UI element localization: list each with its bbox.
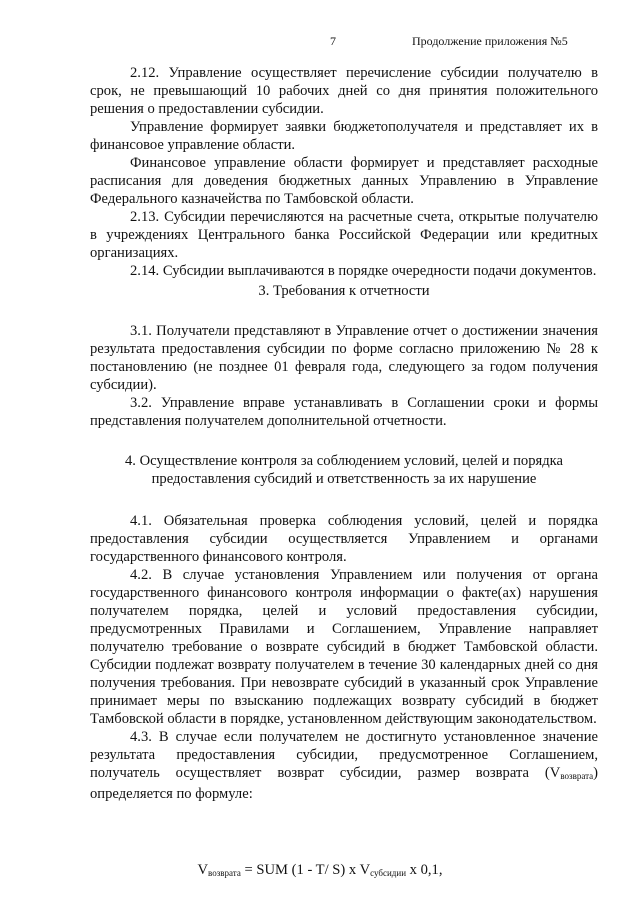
formula-middle: = SUM (1 - T/ S) x V <box>240 862 371 878</box>
paragraph-4-3-text: 4.3. В случае если получателем не достигнуто установленное значение результата предоставления субсидии, предусмотренное Соглашением, получатель осуществляет возврат субсидии, размер возврата (V <box>90 729 598 781</box>
v-return-subscript: возврата <box>560 771 594 781</box>
section-3-heading: 3. Требования к отчетности <box>258 283 430 299</box>
paragraph-3-1: 3.1. Получатели представляют в Управление отчет о достижении значения результата предоставления субсидии по форме согласно приложению № 28 к постановлению (не позднее 01 февраля года, следующего за годом получения субсидии). <box>90 323 598 393</box>
return-formula <box>0 862 640 879</box>
paragraph-2-13: 2.13. Субсидии перечисляются на расчетные счета, открытые получателю в учреждениях Центрального банка Российской Федерации или кредитных организациях. <box>90 209 598 261</box>
paragraph-3-2: 3.2. Управление вправе устанавливать в Соглашении сроки и формы представления получателем дополнительной отчетности. <box>90 395 598 429</box>
section-4-heading-line2: предоставления субсидий и ответственность за их нарушение <box>151 471 537 487</box>
section-4-heading-line1: 4. Осуществление контроля за соблюдением условий, целей и порядка <box>125 453 563 469</box>
paragraph-4-3-end: ) определяется по формуле: <box>90 765 598 802</box>
paragraph-requests: Управление формирует заявки бюджетополучателя и представляет их в финансовое управление области. <box>90 119 598 153</box>
document-body <box>90 64 598 803</box>
paragraph-4-2: 4.2. В случае установления Управлением или получения от органа государственного финансового контроля информации о факте(ах) нарушения получателем порядка, целей и условий предоставления субсидии, предусмотренных Правилами и Соглашением, Управление направляет получателю требование о возврате субсидий в бюджет Тамбовской области. Субсидии подлежат возврату получателем в течение 30 календарных дней со дня получения требования. При невозврате субсидий в указанный срок Управление принимает меры по взысканию подлежащих возврату субсидий в бюджет Тамбовской области в порядке, установленном действующим законодательством. <box>90 567 598 727</box>
paragraph-2-14: 2.14. Субсидии выплачиваются в порядке очередности подачи документов. <box>130 263 597 279</box>
formula-end: x 0,1, <box>406 862 443 878</box>
formula-v-return-subscript: возврата <box>208 868 241 878</box>
formula-v-return: V <box>197 862 209 878</box>
paragraph-finance-office: Финансовое управление области формирует и представляет расходные расписания для доведения бюджетных данных Управлению в Управление Федерального казначейства по Тамбовской области. <box>90 155 598 207</box>
paragraph-4-3 <box>90 728 598 803</box>
appendix-continuation-label: Продолжение приложения №5 <box>412 34 568 48</box>
page-number: 7 <box>330 34 336 48</box>
formula-v-subsidy-subscript: субсидии <box>370 868 407 878</box>
paragraph-4-1: 4.1. Обязательная проверка соблюдения условий, целей и порядка предоставления субсидии осуществляется Управлением и органами государственного финансового контроля. <box>90 513 598 565</box>
paragraph-2-12: 2.12. Управление осуществляет перечисление субсидии получателю в срок, не превышающий 10 рабочих дней со дня принятия положительного решения о предоставлении субсидии. <box>90 65 598 117</box>
